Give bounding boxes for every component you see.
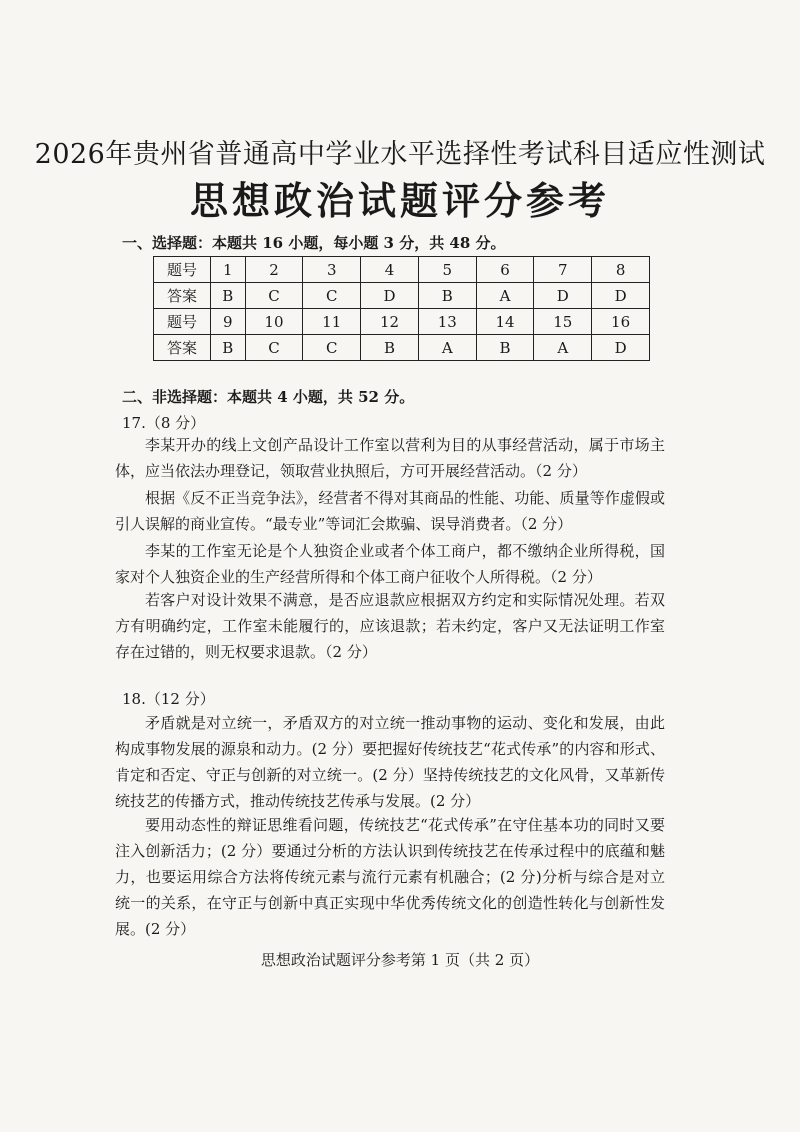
row-label-number: 题号: [154, 309, 211, 335]
answer-cell: D: [361, 283, 419, 309]
question-18-label: 18.（12 分）: [122, 690, 215, 708]
question-number: 13: [418, 309, 476, 335]
q17-paragraph-2: 根据《反不正当竞争法》，经营者不得对其商品的性能、功能、质量等作虚假或引人误解的商业宣传。“最专业”等词汇会欺骗、误导消费者。（2 分）: [115, 489, 665, 533]
answer-cell: A: [418, 335, 476, 361]
question-number: 3: [303, 257, 361, 283]
section1-heading: 一、选择题：本题共 16 小题，每小题 3 分，共 48 分。: [122, 234, 506, 252]
question-number: 11: [303, 309, 361, 335]
question-number: 15: [534, 309, 592, 335]
page-footer: 思想政治试题评分参考第 1 页（共 2 页）: [260, 951, 540, 969]
question-17-label: 17.（8 分）: [122, 414, 206, 432]
answer-cell: B: [476, 335, 534, 361]
section2-heading: 二、非选择题：本题共 4 小题，共 52 分。: [122, 388, 415, 406]
question-number: 9: [211, 309, 246, 335]
answer-cell: B: [361, 335, 419, 361]
q17-paragraph-4: 若客户对设计效果不满意，是否应退款应根据双方约定和实际情况处理。若双方有明确约定，工作室未能履行的，应该退款；若未约定，客户又无法证明工作室存在过错的，则无权要求退款。（2 分）: [115, 591, 665, 661]
q18-paragraph-1: 矛盾就是对立统一，矛盾双方的对立统一推动事物的运动、变化和发展，由此构成事物发展的源泉和动力。(2 分）要把握好传统技艺“花式传承”的内容和形式、肯定和否定、守正与创新的对立统一。(2 分）坚持传统技艺的文化风骨，又革新传统技艺的传播方式，推动传统技艺传承与发展。(2 分）: [115, 714, 665, 810]
answer-cell: A: [476, 283, 534, 309]
answer-cell: B: [418, 283, 476, 309]
table-row: [154, 283, 650, 309]
table-row: [154, 309, 650, 335]
answer-cell: D: [592, 283, 650, 309]
question-number: 5: [418, 257, 476, 283]
answer-cell: B: [211, 283, 246, 309]
answer-cell: C: [245, 335, 303, 361]
answer-table: [153, 256, 650, 361]
row-label-answer: 答案: [154, 283, 211, 309]
q18-paragraph-2: 要用动态性的辩证思维看问题，传统技艺“花式传承”在守住基本功的同时又要注入创新活力；(2 分）要通过分析的方法认识到传统技艺在传承过程中的底蕴和魅力，也要运用综合方法将传统元素与流行元素有机融合；(2 分)分析与综合是对立统一的关系，在守正与创新中真正实现中华优秀传统文化的创造性转化与创新性发展。(2 分）: [115, 816, 665, 938]
question-number: 1: [211, 257, 246, 283]
question-number: 6: [476, 257, 534, 283]
document-subtitle: 思想政治试题评分参考: [189, 178, 610, 223]
answer-cell: C: [245, 283, 303, 309]
row-label-answer: 答案: [154, 335, 211, 361]
answer-cell: D: [592, 335, 650, 361]
question-number: 12: [361, 309, 419, 335]
answer-cell: C: [303, 283, 361, 309]
q17-paragraph-3: 李某的工作室无论是个人独资企业或者个体工商户，都不缴纳企业所得税，国家对个人独资企业的生产经营所得和个体工商户征收个人所得税。（2 分）: [115, 542, 665, 586]
question-number: 2: [245, 257, 303, 283]
question-number: 7: [534, 257, 592, 283]
table-row: [154, 257, 650, 283]
exam-title: 2026年贵州省普通高中学业水平选择性考试科目适应性测试: [34, 139, 766, 170]
question-number: 16: [592, 309, 650, 335]
question-number: 14: [476, 309, 534, 335]
answer-cell: C: [303, 335, 361, 361]
table-row: [154, 335, 650, 361]
answer-cell: D: [534, 283, 592, 309]
q17-paragraph-1: 李某开办的线上文创产品设计工作室以营利为目的从事经营活动，属于市场主体，应当依法办理登记，领取营业执照后，方可开展经营活动。（2 分）: [115, 436, 665, 480]
question-number: 4: [361, 257, 419, 283]
question-number: 10: [245, 309, 303, 335]
question-number: 8: [592, 257, 650, 283]
answer-cell: A: [534, 335, 592, 361]
answer-cell: B: [211, 335, 246, 361]
row-label-number: 题号: [154, 257, 211, 283]
